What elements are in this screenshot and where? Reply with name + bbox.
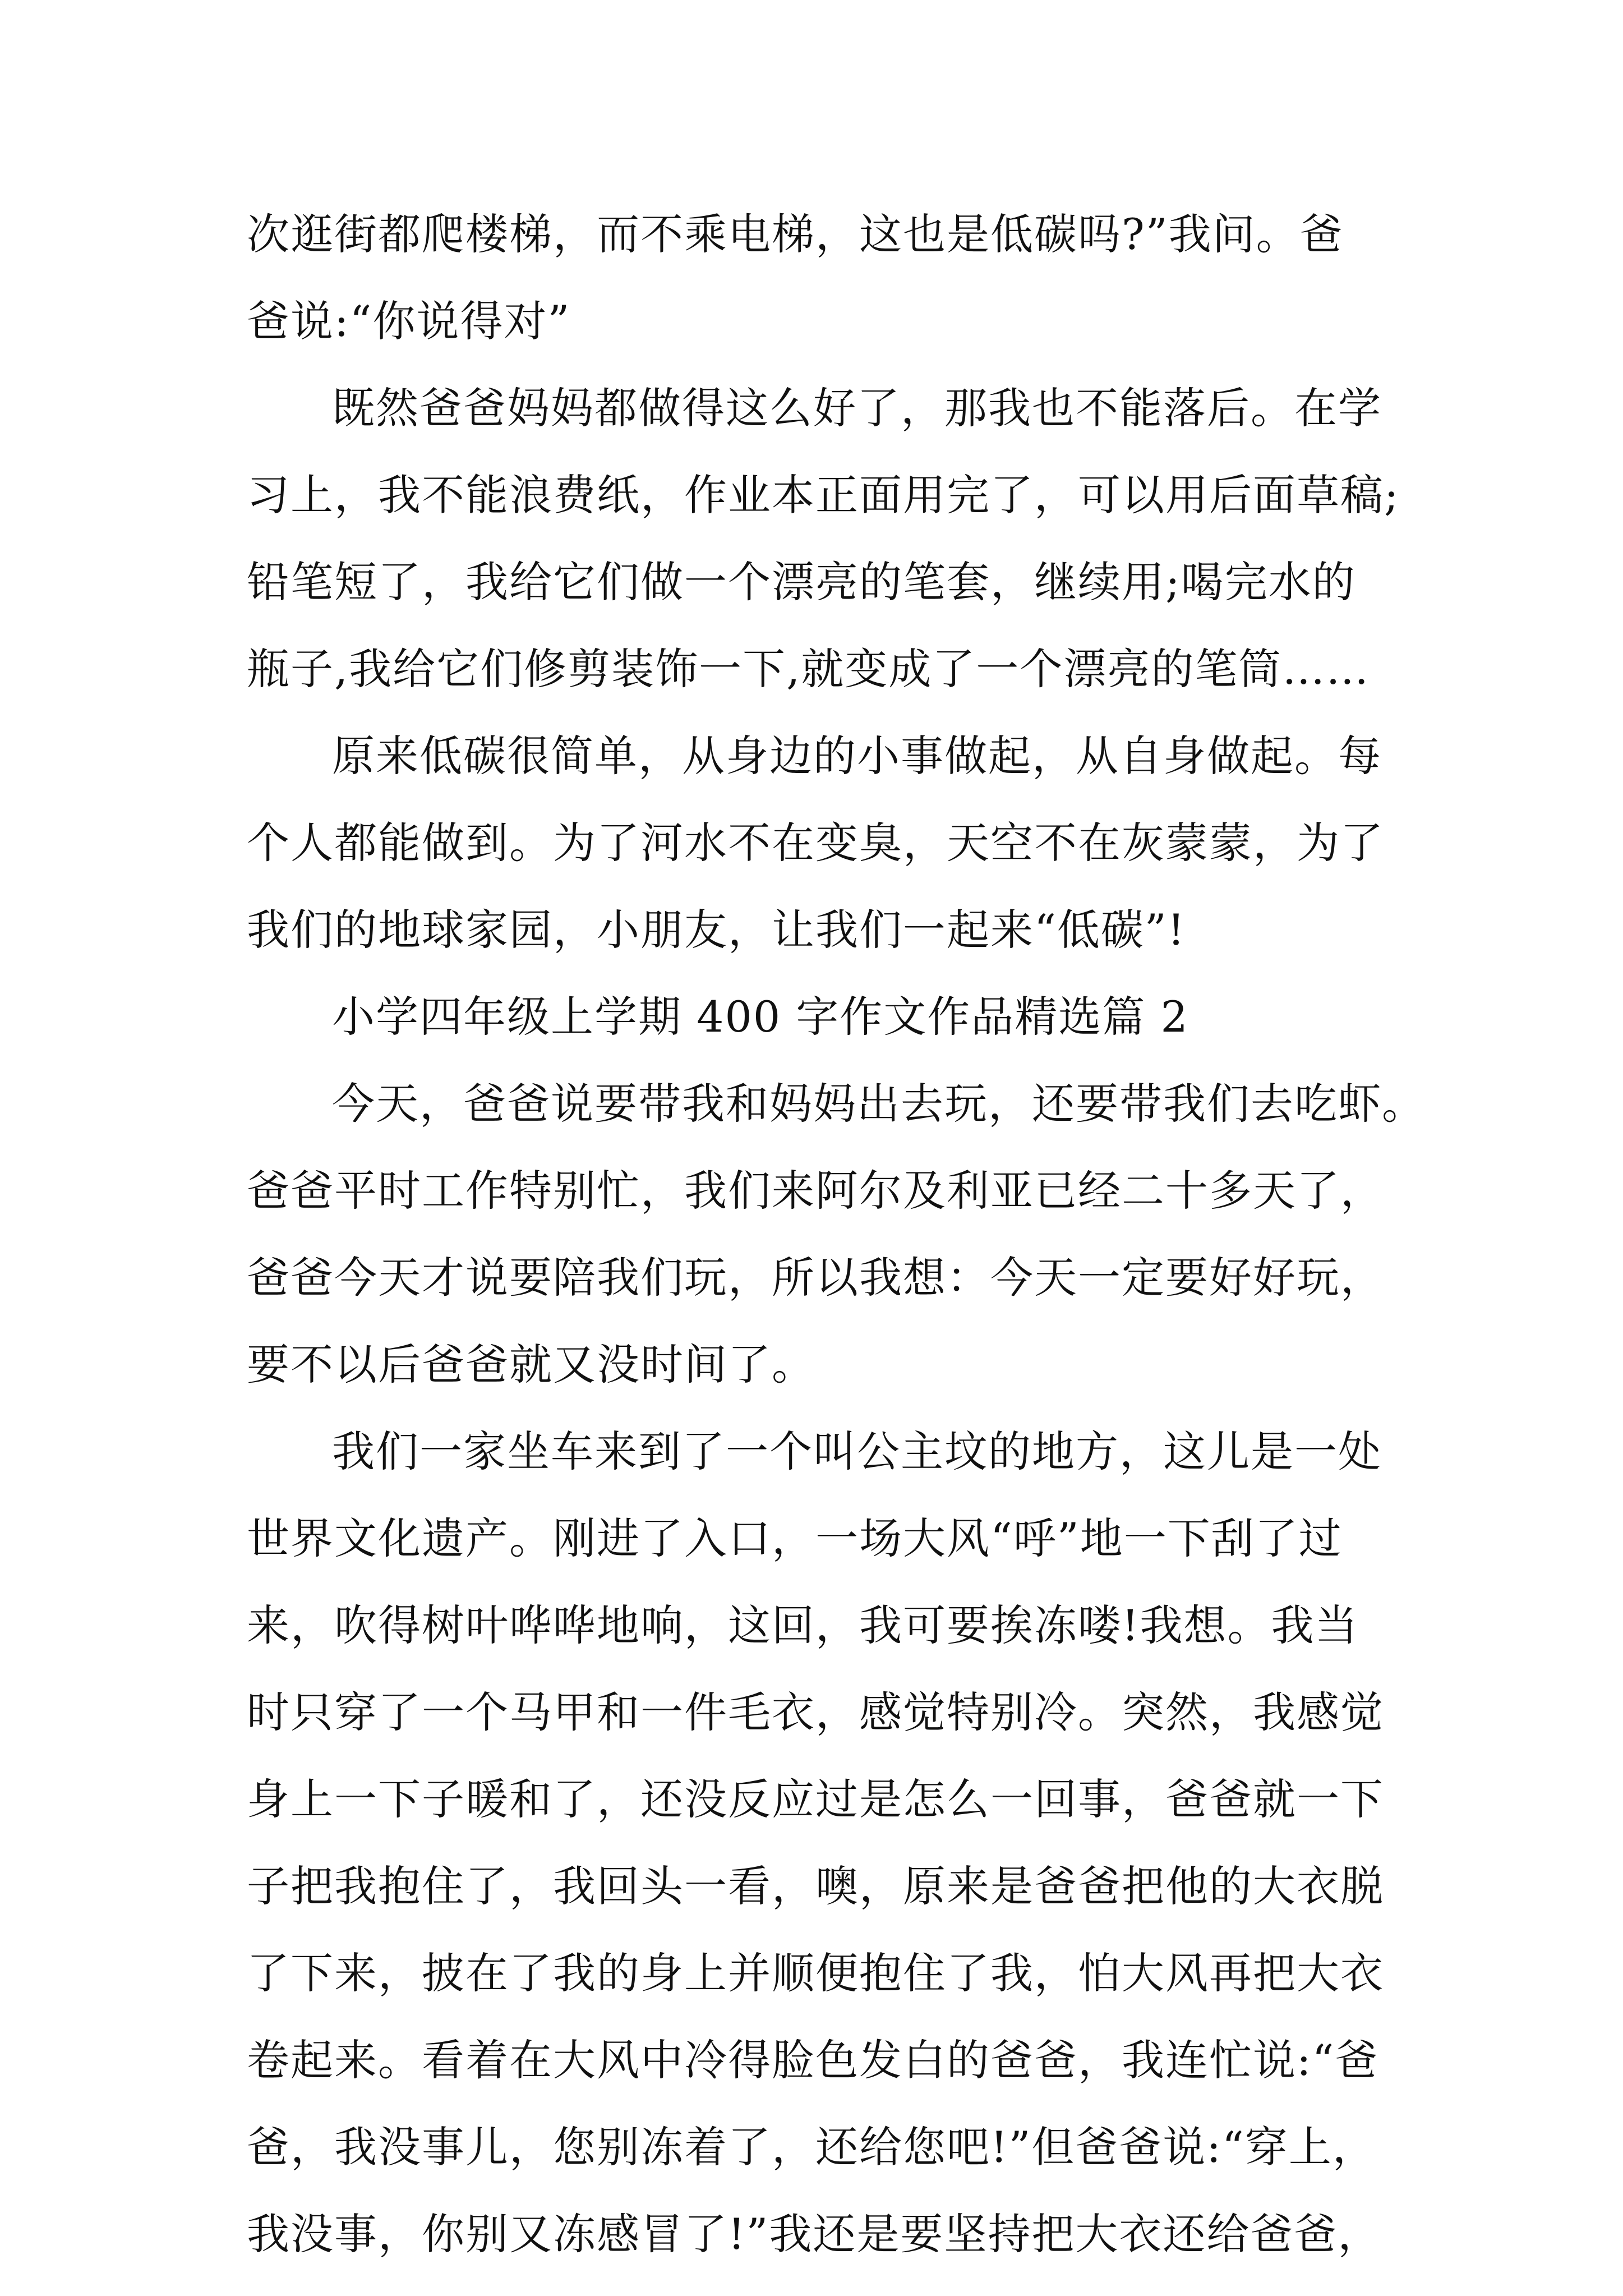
text-line: 爸，我没事儿，您别冻着了，还给您吧!”但爸爸说:“穿上，	[247, 2122, 1376, 2172]
section-heading: 小学四年级上学期 400 字作文作品精选篇 2	[332, 992, 1189, 1042]
text-line: 铅笔短了，我给它们做一个漂亮的笔套，继续用;喝完水的	[247, 557, 1356, 607]
text-line: 身上一下子暖和了，还没反应过是怎么一回事，爸爸就一下	[247, 1774, 1384, 1824]
paragraph-start-line: 原来低碳很简单，从身边的小事做起，从自身做起。每	[332, 731, 1382, 781]
text-line: 爸说:“你说得对”	[247, 296, 571, 346]
text-line: 我没事，你别又冻感冒了!”我还是要坚持把大衣还给爸爸，	[247, 2209, 1382, 2259]
paragraph-start-line: 今天，爸爸说要带我和妈妈出去玩，还要带我们去吃虾。	[332, 1079, 1426, 1129]
paragraph-start-line: 既然爸爸妈妈都做得这么好了，那我也不能落后。在学	[332, 383, 1382, 433]
text-line: 爸爸平时工作特别忙，我们来阿尔及利亚已经二十多天了，	[247, 1166, 1384, 1216]
text-line: 次逛街都爬楼梯，而不乘电梯，这也是低碳吗?”我问。爸	[247, 209, 1344, 259]
text-line: 个人都能做到。为了河水不在变臭，天空不在灰蒙蒙，为了	[247, 818, 1384, 868]
paragraph-start-line: 我们一家坐车来到了一个叫公主坟的地方，这儿是一处	[332, 1427, 1382, 1476]
text-line: 子把我抱住了，我回头一看，噢，原来是爸爸把他的大衣脱	[247, 1861, 1384, 1911]
text-line: 要不以后爸爸就又没时间了。	[247, 1340, 815, 1389]
text-line: 卷起来。看着在大风中冷得脸色发白的爸爸，我连忙说:“爸	[247, 2035, 1379, 2085]
text-line: 来，吹得树叶哗哗地响，这回，我可要挨冻喽!我想。我当	[247, 1600, 1359, 1650]
text-line: 我们的地球家园，小朋友，让我们一起来“低碳”!	[247, 905, 1186, 955]
text-line: 爸爸今天才说要陪我们玩，所以我想：今天一定要好好玩，	[247, 1253, 1384, 1303]
essay-text	[247, 191, 1426, 2277]
text-line: 时只穿了一个马甲和一件毛衣，感觉特别冷。突然，我感觉	[247, 1687, 1384, 1737]
text-line: 习上，我不能浪费纸，作业本正面用完了，可以用后面草稿;	[247, 470, 1400, 520]
text-line: 世界文化遗产。刚进了入口，一场大风“呼”地一下刮了过	[247, 1513, 1343, 1563]
text-line: 瓶子,我给它们修剪装饰一下,就变成了一个漂亮的笔筒……	[247, 644, 1370, 694]
text-line: 了下来，披在了我的身上并顺便抱住了我，怕大风再把大衣	[247, 1948, 1384, 1998]
